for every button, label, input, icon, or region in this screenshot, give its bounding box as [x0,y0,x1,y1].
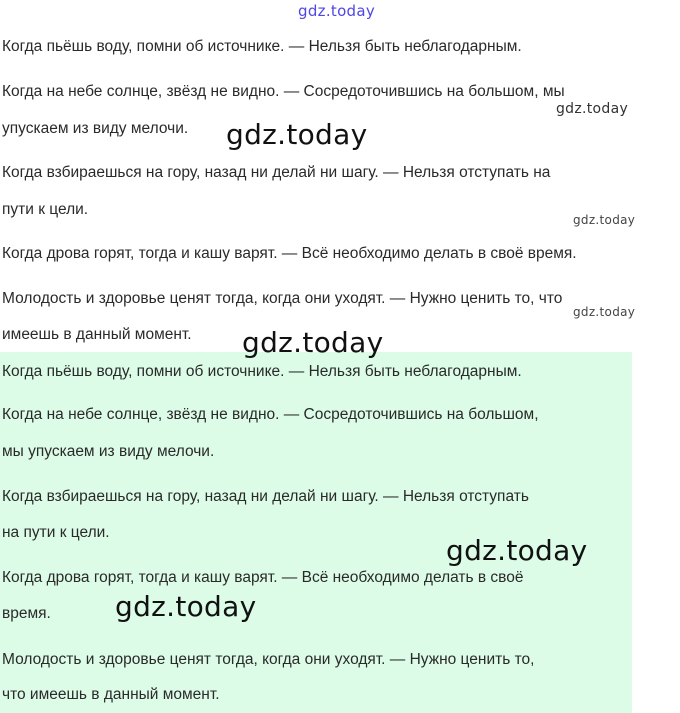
section2-line-5: на пути к цели. [2,524,110,541]
section1-line-6: Когда дрова горят, тогда и кашу варят. — Всё необходимо делать в своё время. [2,245,577,262]
watermark-tiny-2: gdz.today [573,305,636,319]
section2-line-2: Когда на небе солнце, звёзд не видно. — Сосредоточившись на большом, [2,406,539,423]
section1-line-3: упускаем из виду мелочи. [2,120,189,137]
section1-line-8: имеешь в данный момент. [2,326,192,343]
section2-line-4: Когда взбираешься на гору, назад ни делай ни шагу. — Нельзя отступать [2,488,529,505]
section2-line-6: Когда дрова горят, тогда и кашу варят. — Всё необходимо делать в своё [2,569,524,586]
watermark-big-3: gdz.today [446,534,588,567]
section1-line-4: Когда взбираешься на гору, назад ни делай ни шагу. — Нельзя отступать на [2,164,551,181]
watermark-top: gdz.today [298,2,376,20]
section1-line-7: Молодость и здоровье ценят тогда, когда они уходят. — Нужно ценить то, что [2,290,563,307]
watermark-big-4: gdz.today [115,590,257,623]
watermark-big-1: gdz.today [226,118,368,151]
watermark-big-2: gdz.today [242,326,384,359]
section1-line-2: Когда на небе солнце, звёзд не видно. — Сосредоточившись на большом, мы [2,83,565,100]
section2-line-3: мы упускаем из виду мелочи. [2,443,215,460]
section2-line-1: Когда пьёшь воду, помни об источнике. — Нельзя быть неблагодарным. [2,363,522,380]
section2-line-9: что имеешь в данный момент. [2,686,220,703]
section1-line-5: пути к цели. [2,201,89,218]
watermark-tiny-1: gdz.today [573,213,636,227]
watermark-small-1: gdz.today [556,101,629,117]
section2-line-8: Молодость и здоровье ценят тогда, когда они уходят. — Нужно ценить то, [2,651,535,668]
section2-line-7: время. [2,605,51,622]
section1-line-1: Когда пьёшь воду, помни об источнике. — Нельзя быть неблагодарным. [2,38,522,55]
